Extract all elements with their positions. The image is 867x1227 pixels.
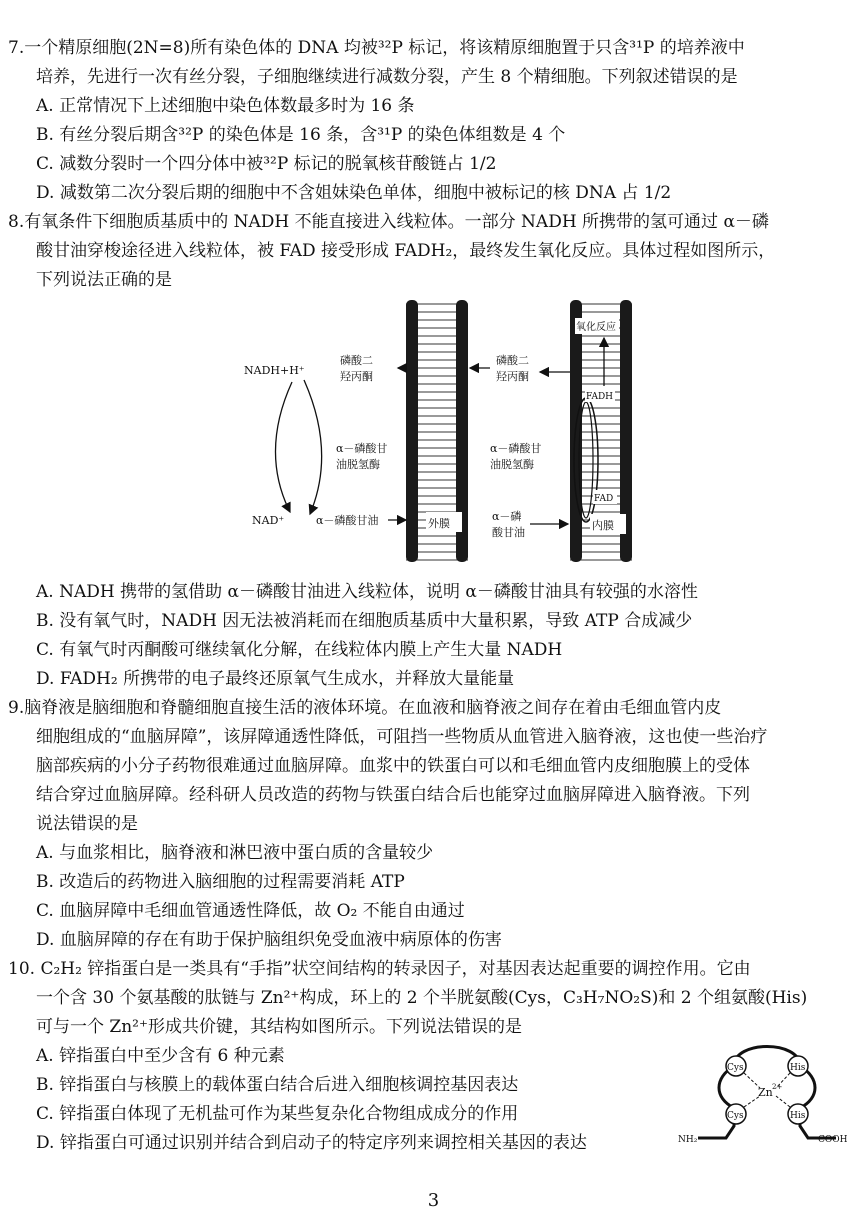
outer-membrane-label: 外膜 [428,517,450,530]
dhap-label-1b: 羟丙酮 [340,370,373,383]
q8-stem-line-2: 酸甘油穿梭途径进入线粒体，被 FAD 接受形成 FADH₂，最终发生氧化反应。具体过程如图所示， [36,241,776,261]
q8-stem-line-1: 8.有氧条件下细胞质基质中的 NADH 不能直接进入线粒体。一部分 NADH 所携带的氢可通过 α－磷 [8,212,769,232]
q7-option-b: B. 有丝分裂后期含³²P 的染色体是 16 条，含³¹P 的染色体组数是 4 个 [36,125,566,145]
zn-label: Zn [758,1086,773,1099]
dhap-label-1a: 磷酸二 [340,354,373,367]
oxidation-label: 氧化反应 [576,322,616,333]
q7-option-c: C. 减数分裂时一个四分体中被³²P 标记的脱氧核苷酸链占 1/2 [36,154,497,174]
enzyme-label-2b: 油脱氢酶 [490,458,534,471]
q10-option-d: D. 锌指蛋白可通过识别并结合到启动子的特定序列来调控相关基因的表达 [36,1133,587,1153]
q7-stem-line-2: 培养，先进行一次有丝分裂，子细胞继续进行减数分裂，产生 8 个精细胞。下列叙述错误的是 [36,67,738,87]
q9-option-d: D. 血脑屏障的存在有助于保护脑组织免受血液中病原体的伤害 [36,930,502,950]
g3p-label-1: α－磷酸甘油 [316,514,379,527]
q10-zinc-finger-diagram [678,1038,858,1150]
his-label-1: His [790,1063,806,1073]
q8-option-a: A. NADH 携带的氢借助 α－磷酸甘油进入线粒体，说明 α－磷酸甘油具有较强的水溶性 [36,582,698,602]
zn-charge-label: 2+ [772,1083,783,1091]
question-7 [8,34,860,208]
q10-stem-line-3: 可与一个 Zn²⁺形成共价键，其结构如图所示。下列说法错误的是 [36,1017,522,1037]
dhap-to-g3p-arrow [304,380,322,514]
question-9 [8,694,860,955]
q8-shuttle-diagram [230,292,650,572]
q9-option-c: C. 血脑屏障中毛细血管通透性降低，故 O₂ 不能自由通过 [36,901,465,921]
dhap-label-2a: 磷酸二 [496,354,529,367]
cys-label-2: Cys [727,1111,744,1121]
q8-option-d: D. FADH₂ 所携带的电子最终还原氧气生成水，并释放大量能量 [36,669,515,689]
fad-label: FAD [594,494,614,504]
nad-label: NAD⁺ [252,514,285,527]
enzyme-label-1a: α－磷酸甘 [336,442,388,455]
q9-stem-line-5: 说法错误的是 [36,814,138,834]
cooh-label: COOH [818,1135,848,1145]
question-8-options [8,578,860,694]
q8-option-c: C. 有氧气时丙酮酸可继续氧化分解，在线粒体内膜上产生大量 NADH [36,640,563,660]
his-label-2: His [790,1111,806,1121]
q8-stem-line-3: 下列说法正确的是 [36,270,172,290]
q9-stem-line-1: 9.脑脊液是脑细胞和脊髓细胞直接生活的液体环境。在血液和脑脊液之间存在着由毛细血管内皮 [8,698,722,718]
inner-membrane-label: 内膜 [592,519,614,532]
fadh-label: FADH [586,392,614,402]
q10-option-a: A. 锌指蛋白中至少含有 6 种元素 [36,1046,285,1066]
q10-option-b: B. 锌指蛋白与核膜上的载体蛋白结合后进入细胞核调控基因表达 [36,1075,519,1095]
dhap-label-2b: 羟丙酮 [496,370,529,383]
g3p-label-2b: 酸甘油 [492,526,525,539]
q9-stem-line-3: 脑部疾病的小分子药物很难通过血脑屏障。血浆中的铁蛋白可以和毛细血管内皮细胞膜上的受体 [36,756,750,776]
q9-stem-line-2: 细胞组成的“血脑屏障”，该屏障通透性降低，可阻挡一些物质从血管进入脑脊液，这也使一些治疗 [36,727,768,747]
q7-stem-line-1: 7.一个精原细胞(2N=8)所有染色体的 DNA 均被³²P 标记，将该精原细胞置于只含³¹P 的培养液中 [8,38,745,58]
q10-stem-line-1: 10. C₂H₂ 锌指蛋白是一类具有“手指”状空间结构的转录因子，对基因表达起重要的调控作用。它由 [8,959,751,979]
page-number: 3 [427,1190,440,1211]
question-8 [8,208,860,295]
q10-stem-line-2: 一个含 30 个氨基酸的肽链与 Zn²⁺构成，环上的 2 个半胱氨酸(Cys，C₃H₇NO₂S)和 2 个组氨酸(His) [36,988,808,1008]
q9-stem-line-4: 结合穿过血脑屏障。经科研人员改造的药物与铁蛋白结合后也能穿过血脑屏障进入脑脊液。下列 [36,785,750,805]
cys-label-1: Cys [727,1063,744,1073]
enzyme-label-2a: α－磷酸甘 [490,442,542,455]
q7-option-a: A. 正常情况下上述细胞中染色体数最多时为 16 条 [36,96,415,116]
q7-option-d: D. 减数第二次分裂后期的细胞中不含姐妹染色单体，细胞中被标记的核 DNA 占 1/2 [36,183,672,203]
nadh-to-nad-arrow [275,382,292,512]
nadh-h-label: NADH+H⁺ [244,364,305,377]
q8-option-b: B. 没有氧气时，NADH 因无法被消耗而在细胞质基质中大量积累，导致 ATP 合成减少 [36,611,693,631]
g3p-label-2a: α－磷 [492,510,522,523]
q9-option-a: A. 与血浆相比，脑脊液和淋巴液中蛋白质的含量较少 [36,843,434,863]
q10-option-c: C. 锌指蛋白体现了无机盐可作为某些复杂化合物组成成分的作用 [36,1104,519,1124]
nh2-label: NH₂ [678,1135,698,1145]
q9-option-b: B. 改造后的药物进入脑细胞的过程需要消耗 ATP [36,872,405,892]
enzyme-label-1b: 油脱氢酶 [336,458,380,471]
